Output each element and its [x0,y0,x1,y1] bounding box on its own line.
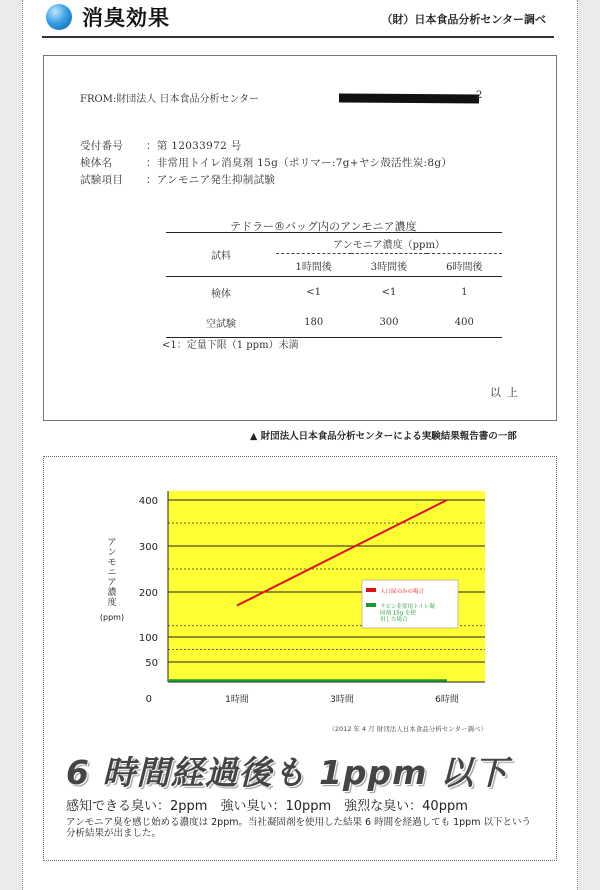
table-cell: 180 [304,316,324,328]
y-tick-label: 50 [145,658,158,669]
legend-label-line: ラピン非常用トイレ凝 [380,604,435,610]
test-label: 試験項目 [80,174,124,186]
table-cell: 400 [454,316,474,328]
y-tick-label: 0 [145,694,152,705]
redaction-bar [339,94,479,104]
sample-value: ：非常用トイレ消臭剤 15g（ポリマー:7g+ヤシ殻活性炭:8g） [146,157,453,169]
receipt-line [80,138,242,153]
y-axis-label: ア [107,578,117,588]
legend-label-line: 固剤 15g を使 [380,610,416,617]
time-header: 1時間後 [295,261,332,273]
chart-source-note: （2012 年 4 月 財団法人日本食品分析センター調べ） [328,725,487,733]
table-cell: <1 [306,286,322,298]
report-image [43,55,557,421]
source-note: （財）日本食品分析センター調べ [381,13,546,26]
sample-line [80,155,452,170]
legend-label: 人口尿のみの場合 [380,589,425,595]
x-tick-label: 6時間 [435,695,459,705]
table-cell: 300 [379,316,399,328]
row-label: 空試験 [206,318,236,330]
legend-swatch [366,603,376,607]
report-page: 2 [476,90,483,101]
y-axis-label: 濃 [107,588,117,598]
report-caption: ▲ 財団法人日本食品分析センターによる実験結果報告書の一部 [250,431,517,442]
y-tick-label: 400 [138,496,158,507]
y-axis-label: モ [107,558,117,568]
y-axis-label: ニ [107,568,117,578]
results-table [166,232,502,338]
x-tick-label: 1時間 [225,695,249,705]
table-title: テドラー®バッグ内のアンモニア濃度 [230,220,417,233]
time-header: 3時間後 [370,261,408,273]
test-value: ：アンモニア発生抑制試験 [146,174,276,186]
y-axis-label: ン [107,548,117,558]
table-cell: <1 [381,286,397,298]
y-axis-label: ア [107,538,117,548]
y-tick-label: 200 [138,588,158,599]
x-tick-label: 3時間 [330,695,354,705]
section-title: 消臭効果 [82,6,170,30]
receipt-value: ：第 12033972 号 [146,140,242,152]
ammonia-chart [44,457,556,747]
legend-swatch [366,588,376,592]
section-header [42,0,554,38]
time-header: 6時間後 [446,261,483,273]
legend-label-line: 用した場合 [380,617,408,623]
y-axis-unit: (ppm) [99,613,125,622]
odor-levels: 感知できる臭い：2ppm 強い臭い：10ppm 強烈な臭い：40ppm [66,799,468,814]
test-line [80,172,275,187]
col-group-header: アンモニア濃度（ppm） [276,233,502,254]
col-sample-header: 試料 [211,251,231,262]
blue-ball-icon [46,4,72,30]
receipt-label: 受付番号 [80,140,124,152]
chart-panel [43,456,557,861]
y-tick-label: 100 [138,633,158,644]
report-from: FROM:財団法人 日本食品分析センター [80,94,260,105]
y-axis-label: 度 [107,598,117,608]
sample-label: 検体名 [80,157,113,169]
summary-text: アンモニア臭を感じ始める濃度は 2ppm。当社凝固剤を使用した結果 6 時間を経過しても 1ppm 以下という分析結果が出ました。 [66,817,531,839]
headline: 6 時間経過後も 1ppm 以下 [66,753,509,792]
y-tick-label: 300 [138,542,158,553]
table-note: <1：定量下限（1 ppm）未満 [162,340,299,351]
row-label: 検体 [211,288,231,300]
closing-text: 以上 [490,386,524,399]
table-cell: 1 [461,286,468,298]
